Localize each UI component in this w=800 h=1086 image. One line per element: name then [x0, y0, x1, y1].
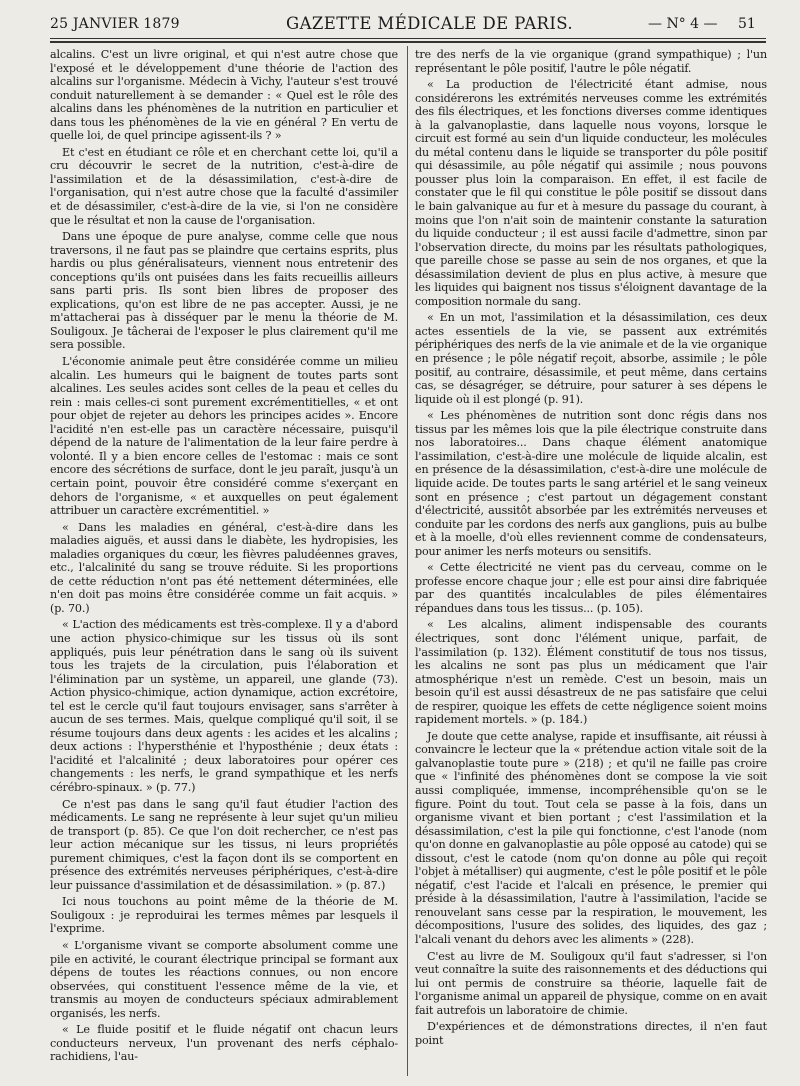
paragraph: « Le fluide positif et le fluide négatif ont chacun leurs conducteurs nerveux, l'un provenant des nerfs céphalo-rachidiens, l'au- — [50, 1023, 398, 1064]
paragraph: « L'organisme vivant se comporte absolument comme une pile en activité, le courant électrique principal se formant aux dépens de toutes les réactions connues, ou non encore observées, qui constituent l'essence même de la vie, et transmis au moyen de conducteurs spéciaux admirablement organisés, les nerfs. — [50, 939, 398, 1020]
publication-title: GAZETTE MÉDICALE DE PARIS. — [286, 14, 574, 33]
header-rule — [50, 38, 766, 43]
paragraph: Dans une époque de pure analyse, comme celle que nous traversons, il ne faut pas se plaindre que certains esprits, plus hardis ou plus généralisateurs, viennent nous entretenir des conceptions qu'ils ont puisées dans les faits recueillis ailleurs sans parti pris. Ils sont bien libres de proposer des explications, qu'on est libre de ne pas accepter. Aussi, je ne m'attacherai pas à disséquer par le menu la théorie de M. Souligoux. Je tâcherai de l'exposer le plus clairement qu'il me sera possible. — [50, 230, 398, 352]
left-column — [50, 48, 398, 1067]
paragraph: L'économie animale peut être considérée comme un milieu alcalin. Les humeurs qui le baignent de toutes parts sont alcalines. Les seules acides sont celles de la peau et celles du rein : mais celles-ci sont purement excrémentitielles, « et ont pour objet de rejeter au dehors les principes acides ». Encore l'acidité n'en est-elle pas un caractère nécessaire, puisqu'il dépend de la nature de l'alimentation de la leur faire perdre à volonté. Il y a bien encore celles de l'estomac : mais ce sont encore des sécrétions de surface, dont le jeu paraît, jusqu'à un certain point, pouvoir être considéré comme s'exerçant en dehors de l'organisme, « et auxquelles on peut également attribuer un caractère excrémentitiel. » — [50, 355, 398, 518]
paragraph: Je doute que cette analyse, rapide et insuffisante, ait réussi à convaincre le lecteur que la « prétendue action vitale soit de la galvanoplastie toute pure » (218) ; et qu'il ne faille pas croire que « l'infinité des phénomènes dont se compose la vie soit aussi compliquée, immense, incompréhensible qu'on se le figure. Point du tout. Tout cela se passe à la fois, dans un organisme vivant et bien portant ; c'est l'assimilation et la désassimilation, c'est la pile qui fonctionne, c'est l'anode (nom qu'on donne en galvanoplastie au pôle opposé au catode) qui se dissout, c'est le catode (nom qu'on donne au pôle qui reçoit l'objet à métalliser) qui augmente, c'est le pôle positif et le pôle négatif, c'est l'acide et l'alcali en présence, le premier qui préside à la désassimilation, l'autre à l'assimilation, l'acide se renouvelant sans cesse par la respiration, le mouvement, les décompositions, l'usure des solides, des liquides, des gaz ; l'alcali venant du dehors avec les aliments » (228). — [415, 729, 767, 946]
paragraph: Et c'est en étudiant ce rôle et en cherchant cette loi, qu'il a cru découvrir le secret de la nutrition, c'est-à-dire de l'assimilation et de la désassimilation, c'est-à-dire de l'organisation, qui n'est autre chose que la faculté d'assimiler et de désassimiler, c'est-à-dire de la vie, si l'on ne considère que le résultat et non la cause de l'organisation. — [50, 145, 398, 227]
paragraph: C'est au livre de M. Souligoux qu'il faut s'adresser, si l'on veut connaître la suite des raisonnements et des déductions qui lui ont permis de construire sa théorie, laquelle fait de l'organisme animal un appareil de physique, comme on en avait fait autrefois un laboratoire de chimie. — [415, 949, 767, 1017]
column-divider — [407, 46, 408, 1076]
paragraph: « Cette électricité ne vient pas du cerveau, comme on le professe encore chaque jour ; elle est pour ainsi dire fabriquée par des quantités incalculables de piles élémentaires répandues dans tous les tissus... (p. 105). — [415, 561, 767, 615]
paragraph: « Les phénomènes de nutrition sont donc régis dans nos tissus par les mêmes lois que la pile électrique construite dans nos laboratoires... Dans chaque élément anatomique l'assimilation, c'est-à-dire une molécule de liquide alcalin, est en présence de la désassimilation, c'est-à-dire une molécule de liquide acide. De toutes parts le sang artériel et le sang veineux sont en présence ; c'est partout un dégagement constant d'électricité, aussitôt absorbée par les extrémités nerveuses et conduite par les cordons des nerfs aux ganglions, puis au bulbe et à la moelle, d'où elles reviennent comme de condensateurs, pour animer les nerfs moteurs ou sensitifs. — [415, 409, 767, 558]
paragraph: alcalins. C'est un livre original, et qui n'est autre chose que l'exposé et le développement d'une théorie de l'action des alcalins sur l'organisme. Médecin à Vichy, l'auteur s'est trouvé conduit naturellement à se demander : « Quel est le rôle des alcalins dans les phénomènes de la nutrition en particulier et dans tous les phénomènes de la vie en général ? En vertu de quelle loi, de quel principe agissent-ils ? » — [50, 48, 398, 143]
paragraph: « La production de l'électricité étant admise, nous considérerons les extrémités nerveuses comme les extrémités des fils électriques, et les fonctions diverses comme identiques à la galvanoplastie, dans laquelle nous voyons, lorsque le circuit est formé au sein d'un liquide conducteur, les molécules du métal contenu dans le liquide se transporter du pôle positif qui désassimile, au pôle négatif qui assimile ; nous pouvons pousser plus loin la comparaison. En effet, il est facile de constater que le fil qui constitue le pôle positif se dissout dans le bain galvanique au fur et à mesure du passage du courant, à moins que l'on n'ait soin de maintenir constante la saturation du liquide conducteur ; il est aussi facile d'admettre, sinon par l'observation directe, du moins par les résultats pathologiques, que pareille chose se passe au sein de nos organes, et que la désassimilation devient de plus en plus active, à mesure que les liquides qui baignent nos tissus s'éloignent davantage de la composition normale du sang. — [415, 78, 767, 308]
page-header — [50, 8, 766, 38]
paragraph: D'expériences et de démonstrations directes, il n'en faut point — [415, 1020, 767, 1047]
page-number: 51 — [738, 16, 756, 32]
paragraph: Ici nous touchons au point même de la théorie de M. Souligoux : je reproduirai les termes mêmes par lesquels il l'exprime. — [50, 895, 398, 936]
paragraph: « L'action des médicaments est très-complexe. Il y a d'abord une action physico-chimique sur les tissus où ils sont appliqués, puis leur pénétration dans le sang où ils suivent tous les trajets de la circulation, puis l'élaboration et l'élimination par un système, un appareil, une glande (73). Action physico-chimique, action dynamique, action excrétoire, tel est le cercle qu'il faut toujours envisager, sans s'arrêter à aucun de ses termes. Mais, quelque compliqué qu'il soit, il se résume toujours dans deux agents : les acides et les alcalins ; deux actions : l'hypersthénie et l'hyposthénie ; deux états : l'acidité et l'alcalinité ; deux laboratoires pour opérer ces changements : les nerfs, le grand sympathique et les nerfs cérébro-spinaux. » (p. 77.) — [50, 618, 398, 794]
paragraph: « Les alcalins, aliment indispensable des courants électriques, sont donc l'élément unique, parfait, de l'assimilation (p. 132). Élément constitutif de tous nos tissus, les alcalins ne sont pas plus un médicament que l'air atmosphérique n'est un remède. C'est un besoin, mais un besoin qu'il est aussi désastreux de ne pas satisfaire que celui de respirer, quoique les effets de cette négligence soient moins rapidement mortels. » (p. 184.) — [415, 618, 767, 727]
issue-date: 25 JANVIER 1879 — [50, 16, 180, 32]
paragraph: Ce n'est pas dans le sang qu'il faut étudier l'action des médicaments. Le sang ne représente à leur sujet qu'un milieu de transport (p. 85). Ce que l'on doit rechercher, ce n'est pas leur action mécanique sur les tissus, ni leurs propriétés purement chimiques, c'est la façon dont ils se comportent en présence des extrémités nerveuses périphériques, c'est-à-dire leur puissance d'assimilation et de désassimilation. » (p. 87.) — [50, 797, 398, 892]
issue-number: — N° 4 — — [648, 16, 718, 32]
right-column — [415, 48, 767, 1050]
paragraph: « En un mot, l'assimilation et la désassimilation, ces deux actes essentiels de la vie, se passent aux extrémités périphériques des nerfs de la vie animale et de la vie organique en présence ; le pôle négatif reçoit, absorbe, assimile ; le pôle positif, au contraire, désassimile, et peut même, dans certains cas, se désagréger, se détruire, pour saturer à ses dépens le liquide où il est plongé (p. 91). — [415, 311, 767, 406]
paragraph: tre des nerfs de la vie organique (grand sympathique) ; l'un représentant le pôle positif, l'autre le pôle négatif. — [415, 48, 767, 75]
paragraph: « Dans les maladies en général, c'est-à-dire dans les maladies aiguës, et aussi dans le diabète, les hydropisies, les maladies organiques du cœur, les fièvres paludéennes graves, etc., l'alcalinité du sang se trouve réduite. Si les proportions de cette réduction n'ont pas été nettement déterminées, elle n'en doit pas moins être considérée comme un fait acquis. » (p. 70.) — [50, 520, 398, 615]
